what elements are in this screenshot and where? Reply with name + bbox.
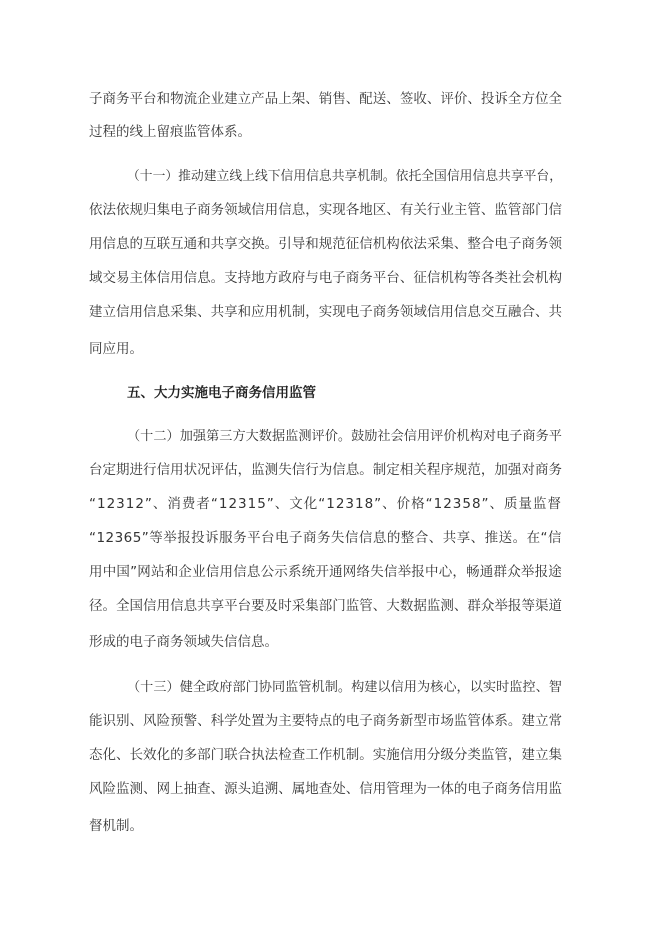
text-line: 建立信用信息采集、共享和应用机制，实现电子商务领域信用信息交互融合、共 (89, 304, 562, 320)
intro-line-2 (0, 120, 662, 144)
para13-line-5 (0, 814, 662, 838)
text-line: 子商务平台和物流企业建立产品上架、销售、配送、签收、评价、投诉全方位全 (89, 91, 562, 107)
text-line: 督机制。 (89, 818, 143, 834)
para13-line-4 (0, 777, 662, 801)
text-line: 用信息的互联互通和共享交换。引导和规范征信机构依法采集、整合电子商务领 (89, 236, 562, 252)
intro-line-1 (0, 87, 662, 111)
text-line: 台定期进行信用状况评估，监测失信行为信息。制定相关程序规范，加强对商务 (89, 462, 562, 478)
text-line: 过程的线上留痕监管体系。 (89, 124, 251, 140)
text-line: （十一）推动建立线上线下信用信息共享机制。依托全国信用信息共享平台， (127, 169, 563, 184)
section-heading (0, 381, 662, 405)
text-line: 能识别、风险预警、科学处置为主要特点的电子商务新型市场监管体系。建立常 (89, 713, 562, 729)
para12-line-7 (0, 630, 662, 654)
para13-line-1 (0, 675, 662, 699)
text-line: 域交易主体信用信息。支持地方政府与电子商务平台、征信机构等各类社会机构 (89, 270, 562, 286)
para12-line-3 (0, 492, 662, 516)
text-line: 同应用。 (89, 341, 143, 357)
para11-line-5 (0, 300, 662, 324)
text-line: （十三）健全政府部门协同监管机制。构建以信用为核心，以实时监控、智 (127, 680, 562, 695)
para11-line-3 (0, 232, 662, 256)
para12-line-4 (0, 526, 662, 550)
para11-line-6 (0, 337, 662, 361)
para13-line-2 (0, 709, 662, 733)
para11-line-1 (0, 164, 662, 188)
para13-line-3 (0, 743, 662, 767)
section-heading-text: 五、大力实施电子商务信用监管 (127, 385, 316, 401)
para12-line-6 (0, 594, 662, 618)
text-line: （十二）加强第三方大数据监测评价。鼓励社会信用评价机构对电子商务平 (127, 429, 562, 444)
text-line: 形成的电子商务领域失信信息。 (89, 634, 278, 650)
para11-line-4 (0, 266, 662, 290)
para11-line-2 (0, 198, 662, 222)
text-line: 径。全国信用信息共享平台要及时采集部门监管、大数据监测、群众举报等渠道 (89, 598, 562, 614)
para12-line-5 (0, 560, 662, 584)
text-line: 依法依规归集电子商务领域信用信息，实现各地区、有关行业主管、监管部门信 (89, 202, 562, 218)
para12-line-2 (0, 458, 662, 482)
text-line: “12365”等举报投诉服务平台电子商务失信信息的整合、共享、推送。在“信 (89, 530, 563, 546)
text-line: “12312”、消费者“12315”、文化“12318”、价格“12358”、质量监督 (89, 496, 563, 512)
text-line: 风险监测、网上抽查、源头追溯、属地查处、信用管理为一体的电子商务信用监 (89, 781, 562, 797)
text-line: 用中国”网站和企业信用信息公示系统开通网络失信举报中心，畅通群众举报途 (89, 564, 562, 580)
text-line: 态化、长效化的多部门联合执法检查工作机制。实施信用分级分类监管，建立集 (89, 747, 562, 763)
para12-line-1 (0, 424, 662, 448)
